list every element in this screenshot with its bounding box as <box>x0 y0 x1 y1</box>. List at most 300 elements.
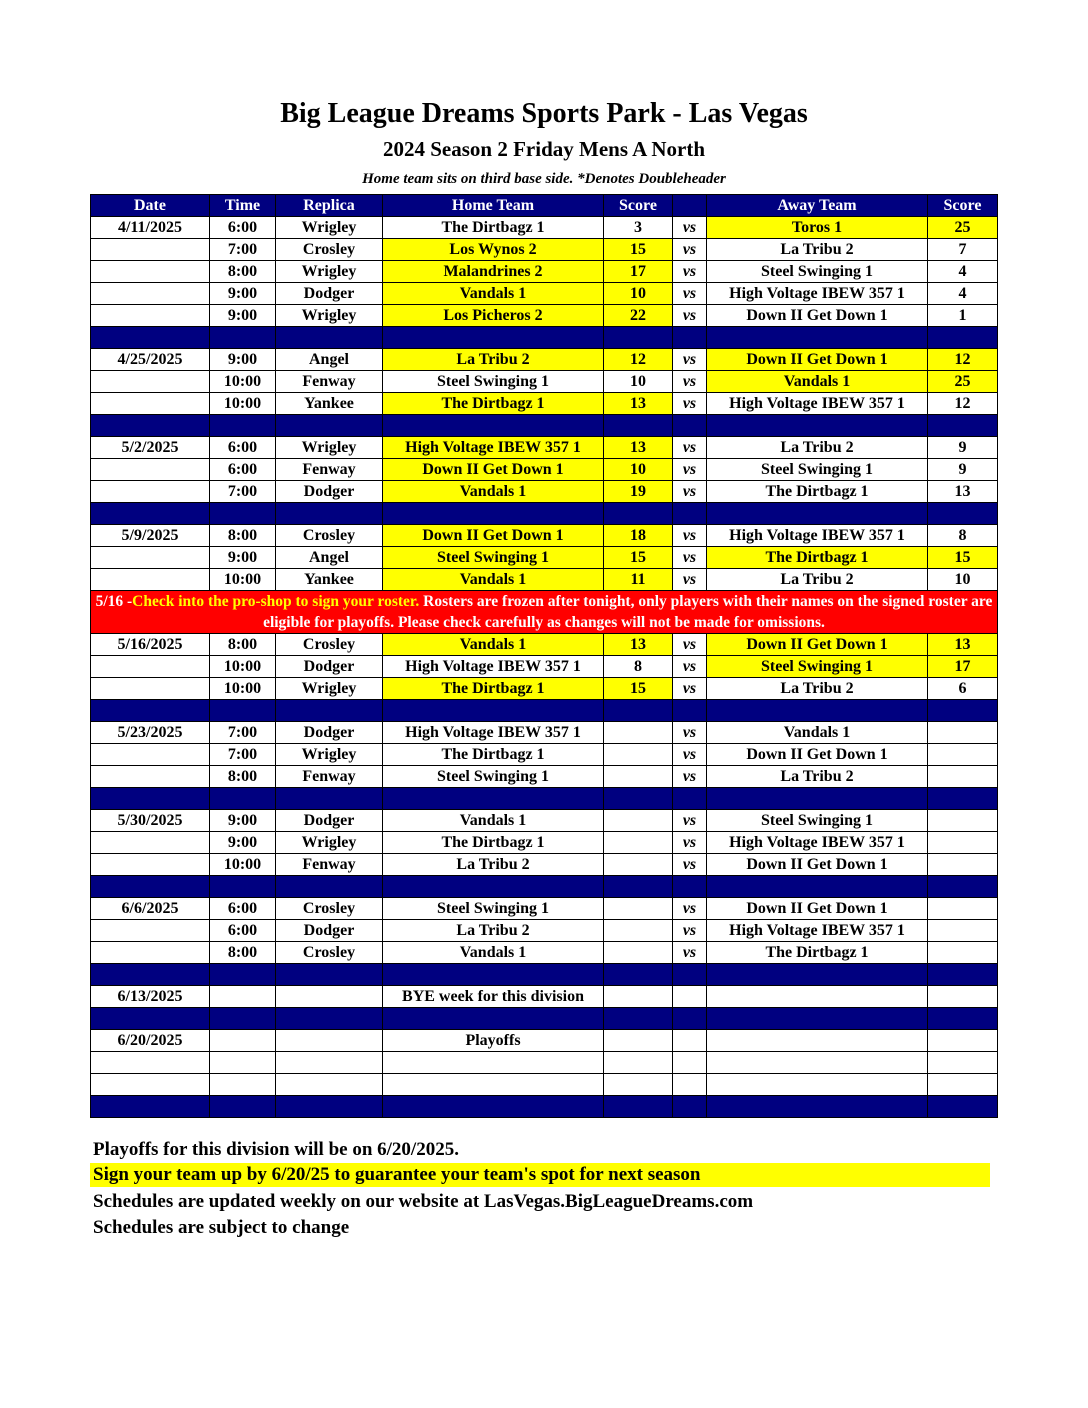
field-cell <box>276 1030 383 1052</box>
vs-cell: vs <box>673 547 707 569</box>
field-cell <box>276 1074 383 1096</box>
separator-cell <box>928 788 998 810</box>
away-team-cell: High Voltage IBEW 357 1 <box>707 525 928 547</box>
away-team-cell: Steel Swinging 1 <box>707 459 928 481</box>
game-row <box>91 437 998 459</box>
away-team-cell: The Dirtbagz 1 <box>707 547 928 569</box>
away-team-cell: La Tribu 2 <box>707 239 928 261</box>
vs-cell: vs <box>673 678 707 700</box>
date-cell <box>91 305 210 327</box>
date-cell: 5/2/2025 <box>91 437 210 459</box>
away-team-cell: Vandals 1 <box>707 722 928 744</box>
col-vs <box>673 195 707 217</box>
away-team-cell: Down II Get Down 1 <box>707 854 928 876</box>
separator-cell <box>673 1008 707 1030</box>
time-cell: 9:00 <box>210 810 276 832</box>
time-cell <box>210 986 276 1008</box>
separator-cell <box>383 503 604 525</box>
field-cell: Dodger <box>276 481 383 503</box>
date-cell <box>91 1074 210 1096</box>
date-cell: 6/6/2025 <box>91 898 210 920</box>
page-subtitle: 2024 Season 2 Friday Mens A North <box>382 137 705 161</box>
home-score-cell <box>604 986 673 1008</box>
separator-cell <box>276 788 383 810</box>
home-team-cell: Down II Get Down 1 <box>383 459 604 481</box>
game-row <box>91 832 998 854</box>
date-cell <box>91 239 210 261</box>
away-score-cell: 6 <box>928 678 998 700</box>
field-cell: Fenway <box>276 459 383 481</box>
away-team-cell <box>707 1074 928 1096</box>
field-cell: Dodger <box>276 656 383 678</box>
field-cell: Crosley <box>276 898 383 920</box>
table-header-row <box>91 195 998 217</box>
vs-cell <box>673 1074 707 1096</box>
field-cell: Dodger <box>276 283 383 305</box>
time-cell: 9:00 <box>210 349 276 371</box>
away-team-cell: High Voltage IBEW 357 1 <box>707 283 928 305</box>
separator-cell <box>91 415 210 437</box>
time-cell: 9:00 <box>210 305 276 327</box>
field-cell: Dodger <box>276 810 383 832</box>
separator-cell <box>383 415 604 437</box>
away-score-cell <box>928 920 998 942</box>
game-row <box>91 393 998 415</box>
game-row <box>91 678 998 700</box>
schedule-body <box>91 217 998 1118</box>
separator-cell <box>604 964 673 986</box>
time-cell: 8:00 <box>210 261 276 283</box>
separator-row <box>91 876 998 898</box>
away-team-cell <box>707 1030 928 1052</box>
game-row <box>91 766 998 788</box>
away-team-cell: The Dirtbagz 1 <box>707 481 928 503</box>
vs-cell: vs <box>673 942 707 964</box>
time-cell: 9:00 <box>210 547 276 569</box>
home-score-cell: 13 <box>604 393 673 415</box>
home-score-cell: 13 <box>604 634 673 656</box>
date-cell: 5/9/2025 <box>91 525 210 547</box>
home-team-cell: The Dirtbagz 1 <box>383 217 604 239</box>
away-score-cell: 15 <box>928 547 998 569</box>
time-cell: 6:00 <box>210 217 276 239</box>
away-score-cell <box>928 942 998 964</box>
home-score-cell: 15 <box>604 239 673 261</box>
col-away-score: Score <box>928 195 998 217</box>
separator-cell <box>276 503 383 525</box>
separator-cell <box>276 1096 383 1118</box>
away-score-cell: 13 <box>928 481 998 503</box>
game-row <box>91 920 998 942</box>
time-cell: 8:00 <box>210 766 276 788</box>
vs-cell: vs <box>673 305 707 327</box>
field-cell: Wrigley <box>276 305 383 327</box>
vs-cell <box>673 1052 707 1074</box>
separator-cell <box>928 876 998 898</box>
home-team-cell: Vandals 1 <box>383 283 604 305</box>
separator-cell <box>210 503 276 525</box>
away-score-cell: 4 <box>928 261 998 283</box>
separator-cell <box>604 1096 673 1118</box>
home-score-cell: 8 <box>604 656 673 678</box>
field-cell: Yankee <box>276 393 383 415</box>
separator-cell <box>928 503 998 525</box>
field-cell: Wrigley <box>276 744 383 766</box>
game-row <box>91 744 998 766</box>
col-home-team: Home Team <box>383 195 604 217</box>
time-cell: 10:00 <box>210 678 276 700</box>
home-score-cell <box>604 1052 673 1074</box>
separator-row <box>91 964 998 986</box>
vs-cell: vs <box>673 722 707 744</box>
home-score-cell <box>604 898 673 920</box>
game-row <box>91 854 998 876</box>
footer-playoffs: Playoffs for this division will be on 6/20/2025. <box>93 1139 459 1160</box>
separator-cell <box>276 327 383 349</box>
separator-cell <box>604 503 673 525</box>
separator-cell <box>673 327 707 349</box>
separator-cell <box>673 415 707 437</box>
time-cell: 7:00 <box>210 239 276 261</box>
vs-cell: vs <box>673 459 707 481</box>
separator-cell <box>91 327 210 349</box>
schedule-note: Home team sits on third base side. *Denotes Doubleheader <box>362 171 726 187</box>
separator-row <box>91 1096 998 1118</box>
date-cell <box>91 744 210 766</box>
separator-row <box>91 700 998 722</box>
home-team-cell: Los Wynos 2 <box>383 239 604 261</box>
date-cell <box>91 371 210 393</box>
separator-cell <box>707 788 928 810</box>
home-score-cell: 22 <box>604 305 673 327</box>
field-cell: Crosley <box>276 525 383 547</box>
date-cell: 4/11/2025 <box>91 217 210 239</box>
separator-cell <box>276 415 383 437</box>
date-cell <box>91 920 210 942</box>
away-team-cell: Down II Get Down 1 <box>707 898 928 920</box>
home-team-cell: The Dirtbagz 1 <box>383 832 604 854</box>
away-team-cell: La Tribu 2 <box>707 437 928 459</box>
field-cell: Dodger <box>276 920 383 942</box>
away-team-cell: Down II Get Down 1 <box>707 305 928 327</box>
home-score-cell <box>604 810 673 832</box>
away-team-cell: Steel Swinging 1 <box>707 656 928 678</box>
time-cell <box>210 1052 276 1074</box>
away-team-cell: La Tribu 2 <box>707 766 928 788</box>
roster-notice <box>91 591 998 634</box>
footer-website: Schedules are updated weekly on our website at LasVegas.BigLeagueDreams.com <box>93 1191 754 1212</box>
home-team-cell: High Voltage IBEW 357 1 <box>383 437 604 459</box>
game-row <box>91 810 998 832</box>
date-cell <box>91 766 210 788</box>
game-row <box>91 481 998 503</box>
game-row <box>91 898 998 920</box>
separator-cell <box>383 788 604 810</box>
away-score-cell: 25 <box>928 371 998 393</box>
away-score-cell: 7 <box>928 239 998 261</box>
col-field: Replica <box>276 195 383 217</box>
date-cell <box>91 261 210 283</box>
field-cell: Wrigley <box>276 261 383 283</box>
date-cell <box>91 656 210 678</box>
home-score-cell <box>604 722 673 744</box>
separator-row <box>91 415 998 437</box>
home-team-cell: Steel Swinging 1 <box>383 898 604 920</box>
away-score-cell <box>928 832 998 854</box>
home-team-cell: Los Picheros 2 <box>383 305 604 327</box>
footer-subject: Schedules are subject to change <box>93 1217 350 1238</box>
away-score-cell <box>928 766 998 788</box>
vs-cell: vs <box>673 569 707 591</box>
notice-text: Rosters are frozen after tonight, only players with their names on the signed roster are eligible for playoffs. Please check carefully as changes will not be made for omissions. <box>263 593 993 631</box>
time-cell: 7:00 <box>210 481 276 503</box>
separator-cell <box>604 700 673 722</box>
home-team-cell: Vandals 1 <box>383 634 604 656</box>
away-score-cell: 25 <box>928 217 998 239</box>
separator-cell <box>276 1008 383 1030</box>
separator-cell <box>604 876 673 898</box>
away-score-cell <box>928 986 998 1008</box>
game-row <box>91 349 998 371</box>
field-cell: Fenway <box>276 371 383 393</box>
home-score-cell: 17 <box>604 261 673 283</box>
away-score-cell: 17 <box>928 656 998 678</box>
separator-cell <box>383 1008 604 1030</box>
time-cell: 6:00 <box>210 920 276 942</box>
game-row <box>91 217 998 239</box>
home-score-cell: 15 <box>604 678 673 700</box>
away-team-cell: The Dirtbagz 1 <box>707 942 928 964</box>
separator-cell <box>928 415 998 437</box>
vs-cell: vs <box>673 832 707 854</box>
separator-cell <box>210 964 276 986</box>
separator-cell <box>928 1008 998 1030</box>
separator-cell <box>383 964 604 986</box>
separator-cell <box>383 1096 604 1118</box>
separator-cell <box>707 503 928 525</box>
home-team-cell: Down II Get Down 1 <box>383 525 604 547</box>
separator-cell <box>928 1096 998 1118</box>
home-team-cell: La Tribu 2 <box>383 854 604 876</box>
away-team-cell: Toros 1 <box>707 217 928 239</box>
home-team-cell: High Voltage IBEW 357 1 <box>383 656 604 678</box>
separator-row <box>91 327 998 349</box>
date-cell <box>91 569 210 591</box>
vs-cell: vs <box>673 217 707 239</box>
home-team-cell: Malandrines 2 <box>383 261 604 283</box>
home-score-cell <box>604 766 673 788</box>
vs-cell: vs <box>673 283 707 305</box>
date-cell <box>91 678 210 700</box>
away-score-cell <box>928 1030 998 1052</box>
separator-cell <box>707 327 928 349</box>
home-team-cell <box>383 1052 604 1074</box>
home-team-cell: Vandals 1 <box>383 481 604 503</box>
field-cell: Yankee <box>276 569 383 591</box>
away-team-cell: Down II Get Down 1 <box>707 349 928 371</box>
vs-cell: vs <box>673 525 707 547</box>
away-team-cell: High Voltage IBEW 357 1 <box>707 393 928 415</box>
away-score-cell: 4 <box>928 283 998 305</box>
game-row <box>91 547 998 569</box>
page-title: Big League Dreams Sports Park - Las Vegas <box>280 98 808 129</box>
separator-cell <box>707 964 928 986</box>
away-team-cell: Down II Get Down 1 <box>707 744 928 766</box>
home-team-cell: High Voltage IBEW 357 1 <box>383 722 604 744</box>
field-cell: Wrigley <box>276 437 383 459</box>
date-cell <box>91 1052 210 1074</box>
home-score-cell: 10 <box>604 371 673 393</box>
home-team-cell: BYE week for this division <box>383 986 604 1008</box>
time-cell: 7:00 <box>210 722 276 744</box>
vs-cell: vs <box>673 261 707 283</box>
separator-cell <box>673 788 707 810</box>
away-score-cell: 12 <box>928 393 998 415</box>
away-team-cell: La Tribu 2 <box>707 569 928 591</box>
date-cell <box>91 832 210 854</box>
away-score-cell: 1 <box>928 305 998 327</box>
away-team-cell: La Tribu 2 <box>707 678 928 700</box>
field-cell: Dodger <box>276 722 383 744</box>
separator-cell <box>928 700 998 722</box>
separator-cell <box>276 876 383 898</box>
home-score-cell: 12 <box>604 349 673 371</box>
date-cell: 5/30/2025 <box>91 810 210 832</box>
away-score-cell <box>928 722 998 744</box>
vs-cell: vs <box>673 393 707 415</box>
game-row <box>91 261 998 283</box>
away-score-cell: 8 <box>928 525 998 547</box>
separator-cell <box>673 1096 707 1118</box>
notice-highlight: Check into the pro-shop to sign your roster. <box>132 593 420 610</box>
time-cell: 10:00 <box>210 393 276 415</box>
vs-cell: vs <box>673 437 707 459</box>
home-team-cell: The Dirtbagz 1 <box>383 744 604 766</box>
date-cell: 4/25/2025 <box>91 349 210 371</box>
vs-cell: vs <box>673 898 707 920</box>
game-row <box>91 371 998 393</box>
vs-cell: vs <box>673 810 707 832</box>
vs-cell: vs <box>673 766 707 788</box>
home-score-cell: 10 <box>604 459 673 481</box>
date-cell: 5/23/2025 <box>91 722 210 744</box>
date-cell: 5/16/2025 <box>91 634 210 656</box>
separator-cell <box>707 415 928 437</box>
away-team-cell: Down II Get Down 1 <box>707 634 928 656</box>
time-cell: 10:00 <box>210 569 276 591</box>
separator-cell <box>673 876 707 898</box>
home-score-cell <box>604 1074 673 1096</box>
game-row <box>91 1052 998 1074</box>
home-team-cell <box>383 1074 604 1096</box>
away-score-cell <box>928 898 998 920</box>
time-cell: 9:00 <box>210 283 276 305</box>
separator-cell <box>928 327 998 349</box>
field-cell: Wrigley <box>276 832 383 854</box>
home-score-cell: 11 <box>604 569 673 591</box>
away-score-cell: 12 <box>928 349 998 371</box>
vs-cell: vs <box>673 854 707 876</box>
field-cell: Fenway <box>276 766 383 788</box>
date-cell <box>91 459 210 481</box>
date-cell: 6/20/2025 <box>91 1030 210 1052</box>
separator-cell <box>673 503 707 525</box>
separator-cell <box>210 415 276 437</box>
game-row <box>91 722 998 744</box>
field-cell: Crosley <box>276 239 383 261</box>
date-cell <box>91 854 210 876</box>
separator-cell <box>210 1008 276 1030</box>
away-score-cell: 13 <box>928 634 998 656</box>
home-score-cell <box>604 832 673 854</box>
field-cell: Angel <box>276 349 383 371</box>
away-team-cell: High Voltage IBEW 357 1 <box>707 920 928 942</box>
away-score-cell: 9 <box>928 437 998 459</box>
date-cell <box>91 547 210 569</box>
schedule-table <box>90 194 998 1118</box>
field-cell: Wrigley <box>276 217 383 239</box>
home-score-cell <box>604 854 673 876</box>
separator-cell <box>673 964 707 986</box>
separator-cell <box>210 788 276 810</box>
time-cell: 10:00 <box>210 371 276 393</box>
separator-cell <box>604 1008 673 1030</box>
roster-notice-row <box>91 591 998 634</box>
vs-cell: vs <box>673 744 707 766</box>
separator-row <box>91 1008 998 1030</box>
separator-cell <box>276 700 383 722</box>
away-score-cell: 9 <box>928 459 998 481</box>
game-row <box>91 634 998 656</box>
time-cell: 8:00 <box>210 942 276 964</box>
separator-cell <box>383 876 604 898</box>
home-score-cell <box>604 942 673 964</box>
separator-cell <box>604 327 673 349</box>
game-row <box>91 942 998 964</box>
time-cell: 6:00 <box>210 437 276 459</box>
separator-cell <box>276 964 383 986</box>
home-score-cell <box>604 1030 673 1052</box>
separator-cell <box>210 1096 276 1118</box>
col-time: Time <box>210 195 276 217</box>
separator-cell <box>707 700 928 722</box>
home-team-cell: The Dirtbagz 1 <box>383 393 604 415</box>
separator-cell <box>604 788 673 810</box>
notice-date: 5/16 - <box>95 593 133 610</box>
separator-cell <box>707 1096 928 1118</box>
time-cell: 10:00 <box>210 854 276 876</box>
home-score-cell: 15 <box>604 547 673 569</box>
away-team-cell: High Voltage IBEW 357 1 <box>707 832 928 854</box>
away-team-cell: Steel Swinging 1 <box>707 261 928 283</box>
home-score-cell <box>604 920 673 942</box>
time-cell: 7:00 <box>210 744 276 766</box>
time-cell: 9:00 <box>210 832 276 854</box>
game-row <box>91 986 998 1008</box>
away-score-cell <box>928 1052 998 1074</box>
separator-cell <box>210 327 276 349</box>
separator-cell <box>210 876 276 898</box>
home-score-cell: 18 <box>604 525 673 547</box>
away-team-cell: Steel Swinging 1 <box>707 810 928 832</box>
away-score-cell: 10 <box>928 569 998 591</box>
vs-cell: vs <box>673 920 707 942</box>
separator-row <box>91 788 998 810</box>
separator-cell <box>91 1008 210 1030</box>
vs-cell: vs <box>673 239 707 261</box>
vs-cell <box>673 1030 707 1052</box>
time-cell: 10:00 <box>210 656 276 678</box>
